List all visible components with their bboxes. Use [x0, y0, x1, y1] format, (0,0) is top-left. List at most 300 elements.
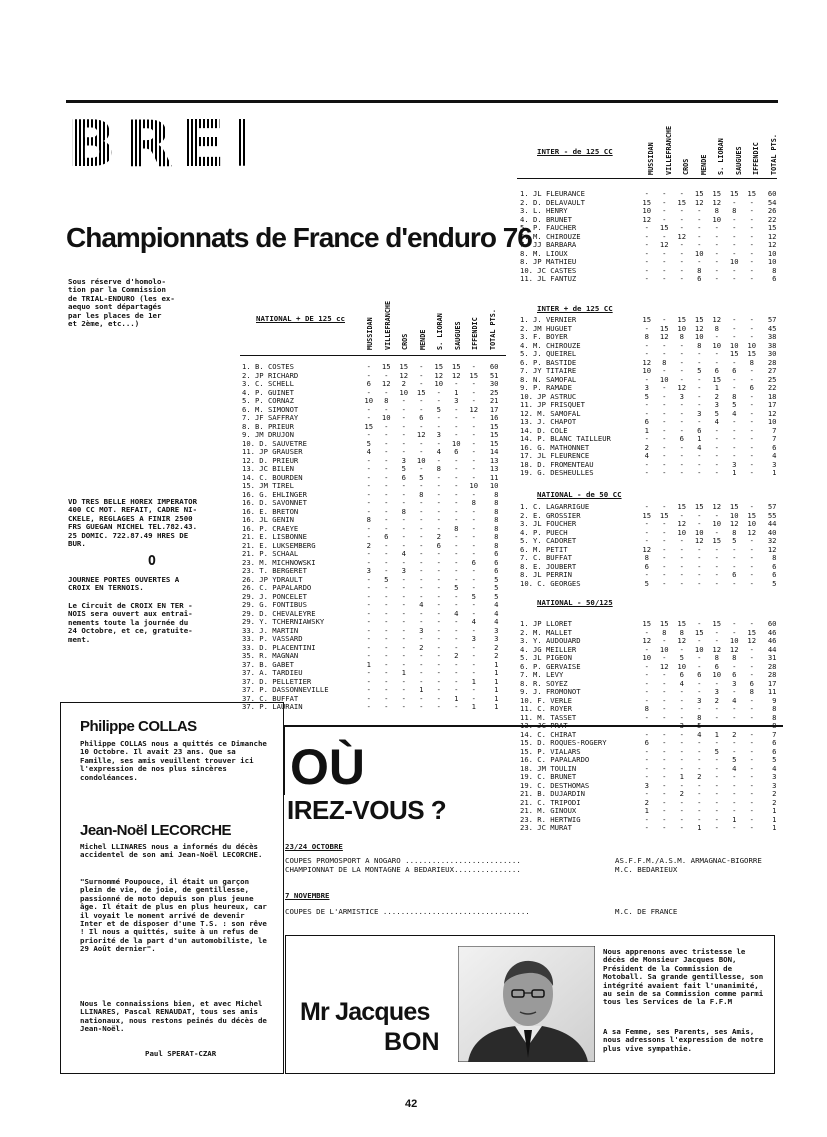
round-points: 15 [694, 627, 704, 637]
rider-name: 14. P. BLANC TAILLEUR [520, 435, 611, 443]
bullet: O [148, 554, 156, 569]
round-points: 6 [644, 561, 649, 571]
round-points: - [471, 625, 476, 635]
round-points: 8 [419, 489, 424, 499]
rider-name: 5. JL PIGEON [520, 654, 572, 662]
round-points: - [749, 400, 754, 409]
round-points: 12 [677, 636, 687, 645]
round-points: - [732, 687, 737, 696]
round-points: 15 [677, 315, 687, 324]
round-points: - [732, 332, 737, 341]
round-points: - [714, 772, 719, 781]
round-points: - [662, 527, 667, 537]
round-points: 6 [732, 570, 737, 579]
round-points: - [732, 451, 737, 460]
round-points: - [454, 617, 459, 626]
round-points: - [749, 712, 754, 722]
total-points: 1 [494, 668, 499, 677]
round-points: - [436, 659, 441, 669]
round-points: - [471, 668, 476, 677]
rider-name: 23. M. MICHNOWSKI [242, 558, 316, 567]
event-bedarieux: CHAMPIONNAT DE LA MONTAGNE A BEDARIEUX............... [285, 865, 521, 874]
round-points: 8 [436, 464, 441, 473]
round-points: - [662, 544, 667, 554]
round-points: - [401, 659, 406, 669]
round-points: - [662, 459, 667, 469]
round-points: 12 [694, 536, 704, 545]
rider-name: 19. G. DESHEULLES [520, 469, 594, 477]
total-points: 8 [494, 489, 499, 499]
round-points: - [644, 459, 649, 469]
rider-name: 18. D. FROMENTEAU [520, 460, 594, 469]
round-points: - [366, 498, 371, 507]
round-points: - [697, 544, 702, 554]
round-points: 6 [697, 425, 702, 435]
round-points: 8 [697, 265, 702, 275]
round-points: 15 [747, 349, 757, 358]
rider-name: 35. R. MAGNAN [242, 652, 299, 660]
round-points: 10 [364, 396, 374, 405]
round-points: 12 [712, 315, 722, 324]
round-points: - [384, 464, 389, 473]
round-points: - [662, 561, 667, 571]
rider-name: 2. JM HUGUET [520, 324, 572, 333]
round-points: - [732, 265, 737, 275]
rider-name: 16. D. SAVONNET [242, 499, 307, 507]
round-points: - [697, 619, 702, 628]
rider-name: 8. M. LIOUX [520, 249, 568, 258]
round-points: - [471, 583, 476, 592]
round-points: 3 [714, 400, 719, 409]
round-points: 10 [712, 670, 722, 679]
round-points: - [697, 661, 702, 671]
round-points: - [436, 498, 441, 507]
column-header: S. LIORAN [436, 313, 444, 350]
total-points: 27 [767, 366, 777, 375]
round-points: 10 [399, 387, 409, 397]
round-points: - [662, 636, 667, 645]
round-points: 1 [401, 668, 406, 677]
round-points: 1 [714, 383, 719, 392]
round-points: - [471, 659, 476, 669]
round-points: - [697, 746, 702, 756]
round-points: - [749, 619, 754, 628]
round-points: - [662, 434, 667, 443]
round-points: 1 [471, 702, 476, 711]
round-points: - [714, 678, 719, 688]
round-points: - [384, 387, 389, 397]
round-points: - [679, 374, 684, 384]
rider-name: 16. G. MATHONNET [520, 443, 590, 452]
round-points: 3 [436, 430, 441, 439]
total-points: 40 [767, 527, 777, 537]
round-points: - [749, 366, 754, 375]
total-points: 13 [489, 455, 499, 465]
round-points: - [366, 362, 371, 371]
round-points: - [749, 248, 754, 258]
total-points: 4 [772, 763, 777, 773]
round-points: - [749, 274, 754, 283]
column-header: S. LIORAN [717, 138, 725, 175]
round-points: - [732, 738, 737, 747]
total-points: 5 [772, 755, 777, 764]
round-points: - [714, 357, 719, 367]
round-points: - [679, 408, 684, 418]
round-points: - [714, 738, 719, 747]
rider-name: 15. JM TIREL [242, 482, 294, 490]
round-points: - [436, 455, 441, 465]
round-points: 12 [712, 197, 722, 207]
rider-name: 11. JL FANTUZ [520, 275, 577, 283]
round-points: 4 [732, 695, 737, 705]
ou-top-rule [283, 725, 783, 727]
round-points: - [471, 421, 476, 431]
round-points: - [384, 617, 389, 626]
round-points: - [401, 430, 406, 439]
round-points: - [419, 634, 424, 643]
round-points: - [679, 729, 684, 739]
round-points: 12 [677, 231, 687, 241]
round-points: - [436, 413, 441, 422]
round-points: - [401, 693, 406, 703]
round-points: - [644, 755, 649, 764]
round-points: - [679, 274, 684, 283]
round-points: 15 [747, 627, 757, 637]
round-points: - [471, 685, 476, 694]
column-header: MENDE [699, 154, 708, 175]
round-points: - [714, 332, 719, 341]
round-points: - [436, 583, 441, 592]
round-points: - [732, 214, 737, 224]
round-points: - [697, 391, 702, 401]
round-points: - [697, 223, 702, 232]
total-points: 12 [767, 544, 777, 554]
round-points: - [697, 257, 702, 266]
round-points: 12 [642, 636, 652, 645]
round-points: - [644, 257, 649, 266]
classified-ad: VD TRES BELLE HOREX IMPERATOR 400 CC MOT. REFAIT, CADRE NI- CKELE, REGLAGES A FINIR 2500 FRS GUEGAN MICHEL TEL.782.43. 25 DOMIC. 722.87.49 HRES DE BUR. [68, 497, 198, 549]
round-points: 15 [729, 502, 739, 511]
total-points: 45 [767, 323, 777, 333]
round-points: - [384, 515, 389, 524]
rider-name: 14. C. BOURDEN [242, 473, 303, 482]
total-points: 28 [767, 670, 777, 679]
round-points: - [471, 540, 476, 550]
round-points: - [662, 678, 667, 688]
round-points: - [454, 498, 459, 507]
round-points: - [749, 374, 754, 384]
round-points: - [644, 670, 649, 679]
round-points: 4 [732, 763, 737, 773]
national-plus-table [242, 363, 499, 712]
round-points: 15 [642, 619, 652, 628]
round-points: 8 [662, 627, 667, 637]
round-points: 3 [732, 678, 737, 688]
round-points: - [662, 789, 667, 798]
round-points: - [419, 506, 424, 516]
table-row [520, 580, 777, 589]
total-points: 54 [767, 197, 777, 207]
total-points: 18 [767, 391, 777, 401]
round-points: - [436, 421, 441, 431]
round-points: - [714, 814, 719, 824]
round-points: 15 [677, 197, 687, 207]
round-points: 3 [697, 695, 702, 705]
round-points: 8 [697, 712, 702, 722]
round-points: - [471, 362, 476, 371]
rider-name: 37. C. BUFFAT [242, 694, 299, 703]
round-points: - [732, 544, 737, 554]
total-points: 7 [772, 729, 777, 739]
rule-national-plus [240, 355, 506, 356]
round-points: 15 [677, 619, 687, 628]
round-points: 15 [712, 619, 722, 628]
round-points: - [662, 704, 667, 713]
date-7-novembre: 7 NOVEMBRE [285, 891, 330, 900]
round-points: 8 [749, 687, 754, 696]
round-points: 1 [419, 685, 424, 694]
rider-name: 6. P. GERVAISE [520, 662, 581, 671]
round-points: - [697, 738, 702, 747]
round-points: - [471, 642, 476, 652]
rider-name: 3. F. BOYER [520, 333, 568, 341]
round-points: - [732, 197, 737, 207]
national-50-title: NATIONAL - de 50 CC [537, 490, 622, 499]
round-points: - [384, 685, 389, 694]
column-header: IFFENDIC [471, 317, 479, 350]
round-points: - [436, 685, 441, 694]
round-points: - [644, 644, 649, 654]
round-points: - [732, 434, 737, 443]
rider-name: 3. JL FOUCHER [520, 520, 577, 528]
total-points: 51 [489, 370, 499, 380]
round-points: - [419, 566, 424, 575]
round-points: - [732, 425, 737, 435]
round-points: - [436, 600, 441, 609]
rider-name: 6. M. CHIROUZE [520, 232, 581, 241]
rider-name: 16. P. CRAEYE [242, 524, 299, 533]
round-points: - [662, 451, 667, 460]
round-points: - [419, 532, 424, 541]
round-points: - [662, 687, 667, 696]
total-points: 5 [494, 591, 499, 601]
round-points: 8 [732, 391, 737, 401]
round-points: - [697, 417, 702, 426]
round-points: 6 [384, 532, 389, 541]
round-points: - [366, 591, 371, 601]
round-points: 12 [712, 502, 722, 511]
round-points: - [436, 557, 441, 567]
rider-name: 7. JY TITAIRE [520, 367, 577, 375]
round-points: - [714, 570, 719, 579]
date-23-24-octobre: 23/24 OCTOBRE [285, 842, 343, 851]
round-points: 10 [694, 248, 704, 258]
rider-name: 8. B. PRIEUR [242, 422, 294, 431]
round-points: - [662, 248, 667, 258]
round-points: - [436, 642, 441, 652]
total-points: 46 [767, 636, 777, 645]
round-points: 15 [729, 189, 739, 198]
round-points: 2 [401, 379, 406, 388]
org-nogaro: AS.F.F.M./A.S.M. ARMAGNAC-BIGORRE [615, 856, 762, 865]
round-points: - [662, 425, 667, 435]
round-points: - [749, 434, 754, 443]
round-points: - [662, 763, 667, 773]
total-points: 44 [767, 644, 777, 654]
round-points: 3 [419, 625, 424, 635]
round-points: - [662, 366, 667, 375]
round-points: - [697, 451, 702, 460]
round-points: 6 [697, 670, 702, 679]
round-points: - [679, 806, 684, 815]
round-points: - [436, 566, 441, 575]
round-points: 3 [454, 396, 459, 405]
round-points: 1 [732, 468, 737, 477]
round-points: - [662, 400, 667, 409]
round-points: - [714, 806, 719, 815]
round-points: 6 [749, 383, 754, 392]
total-points: 3 [494, 625, 499, 635]
round-points: - [436, 574, 441, 584]
round-points: - [749, 670, 754, 679]
column-header: IFFENDIC [752, 142, 760, 175]
round-points: - [419, 617, 424, 626]
round-points: 1 [366, 659, 371, 669]
round-points: - [679, 570, 684, 579]
round-points: 10 [677, 323, 687, 333]
rider-name: 19. C. BRUNET [520, 773, 577, 781]
round-points: - [384, 447, 389, 456]
rider-name: 29. G. FONTIBUS [242, 601, 307, 609]
round-points: - [436, 481, 441, 490]
round-points: 10 [694, 527, 704, 537]
round-points: - [471, 472, 476, 482]
round-points: - [384, 370, 389, 380]
round-points: - [679, 553, 684, 562]
round-points: 12 [659, 240, 669, 249]
round-points: 12 [642, 214, 652, 224]
round-points: - [384, 489, 389, 499]
column-header: CROS [401, 333, 409, 350]
round-points: - [662, 315, 667, 324]
round-points: 5 [471, 591, 476, 601]
round-points: - [749, 240, 754, 249]
round-points: - [714, 349, 719, 358]
round-points: - [644, 519, 649, 528]
round-points: 2 [454, 651, 459, 660]
round-points: - [644, 248, 649, 258]
round-points: - [366, 455, 371, 465]
column-header: TOTAL PTS. [488, 309, 497, 350]
round-points: - [662, 772, 667, 781]
round-points: - [384, 625, 389, 635]
round-points: - [679, 206, 684, 215]
round-points: - [384, 498, 389, 507]
obit-text-lecorche: Michel LLINARES nous a informés du décès accidentel de son ami Jean-Noël LECORCHE. [80, 842, 263, 860]
round-points: - [732, 797, 737, 807]
rider-name: 7. C. BUFFAT [520, 554, 572, 562]
round-points: - [749, 468, 754, 477]
total-points: 16 [489, 413, 499, 422]
total-points: 13 [489, 464, 499, 473]
round-points: - [662, 231, 667, 241]
round-points: - [697, 459, 702, 469]
org-bedarieux: M.C. BEDARIEUX [615, 865, 678, 874]
round-points: - [644, 712, 649, 722]
round-points: 10 [747, 519, 757, 528]
round-points: 15 [642, 197, 652, 207]
round-points: - [644, 374, 649, 384]
round-points: 15 [381, 362, 391, 371]
round-points: - [436, 549, 441, 558]
round-points: - [749, 459, 754, 469]
round-points: - [662, 823, 667, 832]
round-points: - [436, 668, 441, 677]
round-points: - [454, 625, 459, 635]
total-points: 46 [767, 627, 777, 637]
total-points: 32 [767, 536, 777, 545]
round-points: - [679, 746, 684, 756]
total-points: 11 [489, 472, 499, 482]
round-points: 15 [434, 362, 444, 371]
round-points: - [749, 797, 754, 807]
round-points: - [732, 374, 737, 384]
round-points: 6 [644, 417, 649, 426]
round-points: - [714, 459, 719, 469]
total-points: 3 [494, 634, 499, 643]
round-points: - [732, 780, 737, 790]
round-points: - [662, 755, 667, 764]
round-points: - [384, 608, 389, 618]
total-points: 3 [772, 459, 777, 469]
total-points: 12 [767, 240, 777, 249]
total-points: 1 [494, 693, 499, 703]
round-points: 10 [434, 379, 444, 388]
round-points: - [384, 634, 389, 643]
inter-plus-title: INTER + de 125 CC [537, 304, 613, 313]
round-points: - [697, 814, 702, 824]
rider-name: 21. B. DUJARDIN [520, 790, 585, 798]
round-points: 8 [714, 206, 719, 215]
round-points: - [749, 257, 754, 266]
round-points: - [662, 806, 667, 815]
round-points: 8 [732, 527, 737, 537]
round-points: - [679, 400, 684, 409]
total-points: 15 [767, 223, 777, 232]
total-points: 30 [489, 379, 499, 388]
round-points: - [419, 583, 424, 592]
round-points: - [366, 370, 371, 380]
round-points: 15 [642, 510, 652, 520]
round-points: - [662, 814, 667, 824]
round-points: - [732, 315, 737, 324]
round-points: 2 [697, 772, 702, 781]
round-points: 3 [732, 459, 737, 469]
round-points: - [697, 678, 702, 688]
round-points: - [401, 396, 406, 405]
rider-name: 33. J. MARTIN [242, 626, 299, 635]
round-points: - [384, 583, 389, 592]
round-points: - [679, 223, 684, 232]
round-points: 10 [694, 644, 704, 654]
round-points: 4 [436, 447, 441, 456]
round-points: 12 [642, 544, 652, 554]
round-points: - [644, 789, 649, 798]
total-points: 6 [494, 557, 499, 567]
round-points: 1 [471, 676, 476, 686]
total-points: 55 [767, 510, 777, 520]
total-points: 10 [489, 481, 499, 490]
